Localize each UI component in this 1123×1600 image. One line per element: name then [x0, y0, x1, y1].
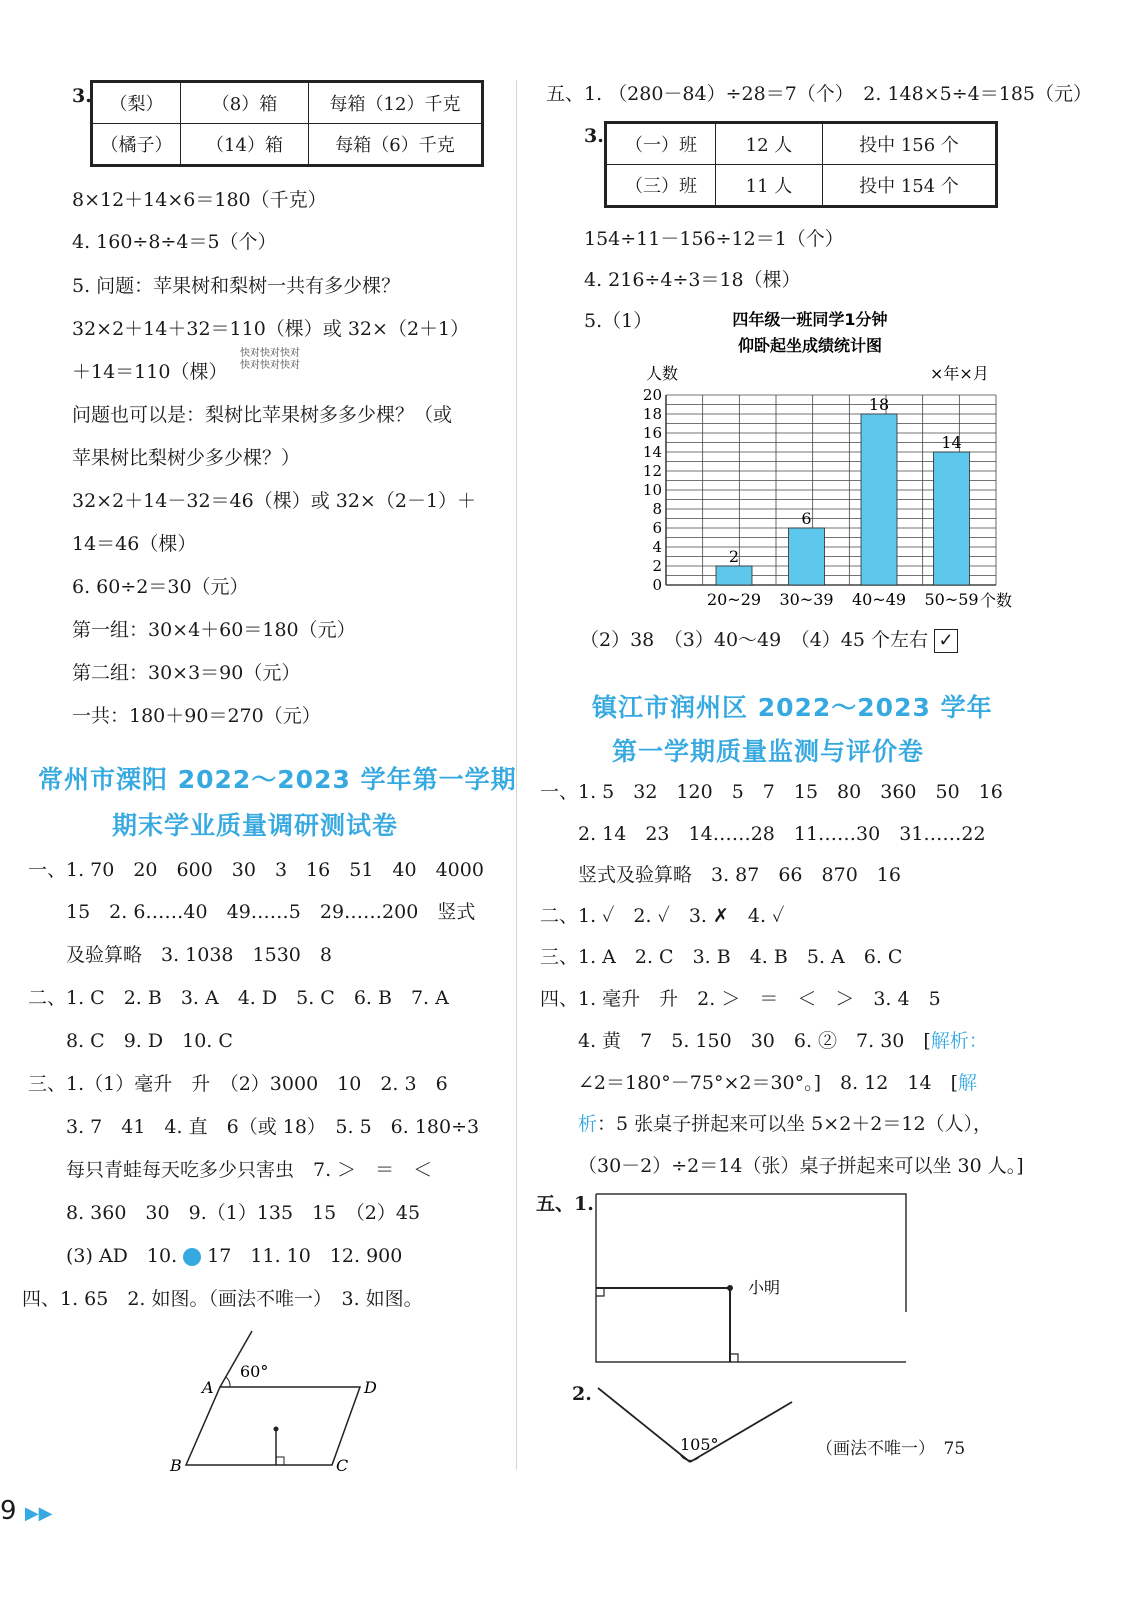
bar: [789, 528, 825, 585]
answer-line: 5.（1）: [584, 310, 653, 332]
y-tick-label: 0: [652, 576, 662, 594]
table-cell: 每箱（6）千克: [309, 124, 483, 166]
answer-line: [66, 1244, 402, 1268]
answer-line: [578, 1029, 988, 1053]
answer-line: 竖式及验算略 3. 87 66 870 16: [578, 864, 901, 886]
table-cell: （14）箱: [181, 124, 309, 166]
check-icon: ✓: [934, 629, 958, 653]
arrow-icon: ▶▶: [24, 1503, 53, 1524]
y-tick-label: 4: [652, 538, 662, 556]
y-tick-label: 14: [642, 443, 662, 461]
y-tick-label: 12: [642, 462, 662, 480]
parallelogram-figure: [160, 1325, 380, 1475]
y-tick-label: 10: [642, 481, 662, 499]
answer-line: 5. 问题：苹果树和梨树一共有多少棵？: [72, 275, 401, 297]
table-cell: 12 人: [716, 123, 823, 165]
angle-figure: [590, 1380, 810, 1475]
answer-line: 2. 14 23 14……28 11……30 31……22: [578, 823, 986, 845]
page-number: 9: [0, 1496, 17, 1526]
height-point: [274, 1427, 279, 1432]
bar: [861, 414, 897, 585]
bar-value-label: 14: [941, 433, 962, 452]
bar-value-label: 6: [801, 509, 812, 528]
rectangle-figure: [590, 1190, 920, 1370]
answer-line: 8×12＋14×6＝180（千克）: [72, 189, 327, 211]
vertex-label: B: [170, 1456, 182, 1475]
section-heading: 第一学期质量监测与评价卷: [612, 737, 925, 766]
bar-chart: [630, 305, 1030, 625]
angle-label: 105°: [680, 1435, 719, 1454]
answer-line: 每只青蛙每天吃多少只害虫 7. ＞ ＝ ＜: [66, 1159, 433, 1181]
answer-text: ：5 张桌子拼起来可以坐 5×2＋2＝12（人），: [597, 1113, 993, 1135]
answer-line: 一、1. 5 32 120 5 7 15 80 360 50 16: [540, 781, 1003, 803]
answer-line: 四、1. 毫升 升 2. ＞ ＝ ＜ ＞ 3. 4 5: [540, 988, 941, 1010]
chart-ylabel: 人数: [646, 364, 679, 383]
table-cell: （三）班: [606, 165, 716, 207]
answer-line: 154÷11－156÷12＝1（个）: [584, 228, 844, 250]
y-tick-label: 20: [642, 386, 662, 404]
answer-line: 32×2＋14－32＝46（棵）或 32×（2－1）＋: [72, 490, 477, 512]
section-heading: 镇江市润州区 2022～2023 学年: [592, 693, 993, 722]
table-row: [606, 165, 997, 207]
answer-text: (3) AD 10.: [66, 1245, 178, 1267]
section-heading: 常州市溧阳 2022～2023 学年第一学期: [38, 765, 517, 794]
y-tick-label: 18: [642, 405, 662, 423]
answer-line: （30－2）÷2＝14（张）桌子拼起来可以坐 30 人。]: [578, 1155, 1024, 1177]
answer-text: （2）38 （3）40～49 （4）45 个左右: [580, 629, 929, 651]
page-number-footer: [0, 1496, 53, 1526]
answer-line: [578, 1071, 977, 1095]
table-cell: 11 人: [716, 165, 823, 207]
x-tick-label: 20~29: [706, 590, 762, 609]
analysis-label: 解析：: [930, 1030, 988, 1052]
answer-line: [578, 1112, 992, 1136]
answer-text: 17 11. 10 12. 900: [207, 1245, 403, 1267]
answer-line: 二、1. ✓ 2. ✓ 3. ✗ 4. ✓: [540, 905, 785, 927]
left-q3-table: [90, 80, 484, 167]
table-row: [92, 124, 483, 166]
table-row: [92, 82, 483, 124]
right-angle-mark: [596, 1288, 604, 1296]
answer-line: 苹果树比梨树少多少棵？）: [72, 447, 301, 469]
left-q3-label: 3.: [72, 85, 92, 107]
table-cell: （橘子）: [92, 124, 181, 166]
y-tick-label: 16: [642, 424, 662, 442]
answer-line: 一、1. 70 20 600 30 3 16 51 40 4000: [28, 859, 484, 881]
answer-line: 二、1. C 2. B 3. A 4. D 5. C 6. B 7. A: [28, 987, 449, 1009]
y-tick-label: 8: [652, 500, 662, 518]
table-cell: （梨）: [92, 82, 181, 124]
answer-line: 第二组：30×3＝90（元）: [72, 662, 301, 684]
vertex-label: A: [202, 1378, 214, 1397]
answer-line: 一共：180＋90＝270（元）: [72, 705, 321, 727]
answer-line: 15 2. 6……40 49……5 29……200 竖式: [66, 901, 476, 923]
table-cell: 每箱（12）千克: [309, 82, 483, 124]
chart-date-label: ×年×月: [930, 364, 989, 383]
table-cell: （8）箱: [181, 82, 309, 124]
y-tick-label: 6: [652, 519, 662, 537]
answer-line: 4. 160÷8÷4＝5（个）: [72, 231, 277, 253]
question-label: 2.: [572, 1383, 592, 1405]
analysis-label: 解: [957, 1072, 977, 1094]
chart-subtitle: 仰卧起坐成绩统计图: [737, 336, 883, 355]
x-tick-label: 40~49: [851, 590, 907, 609]
answer-line: 第一组：30×4＋60＝180（元）: [72, 619, 356, 641]
answer-line: 8. 360 30 9.（1）135 15 （2）45: [66, 1202, 421, 1224]
bar-value-label: 18: [868, 395, 890, 414]
bar: [716, 566, 752, 585]
x-tick-label: 30~39: [779, 590, 834, 609]
answer-line: [580, 628, 958, 653]
table-cell: 投中 156 个: [823, 123, 997, 165]
right-angle-mark: [730, 1354, 738, 1362]
answer-text: 4. 黄 7 5. 150 30 6. ② 7. 30 [: [578, 1030, 931, 1052]
right-q3-label: 3.: [584, 125, 604, 147]
bar-value-label: 2: [728, 547, 740, 566]
table-cell: （一）班: [606, 123, 716, 165]
answer-text: ∠2＝180°－75°×2＝30°。] 8. 12 14 [: [578, 1072, 958, 1094]
answer-line: 32×2＋14＋32＝110（棵）或 32×（2＋1）: [72, 318, 470, 340]
vertex-label: C: [336, 1456, 349, 1475]
answer-line: 8. C 9. D 10. C: [66, 1030, 233, 1052]
right-q3-table: [604, 121, 998, 208]
watermark-stamp: 快对快对快对 快对快对快对: [240, 348, 300, 371]
table-row: [606, 123, 997, 165]
answer-line: 五、1. （280－84）÷28＝7（个） 2. 148×5÷4＝185（元）: [546, 83, 1093, 105]
answer-line: 4. 216÷4÷3＝18（棵）: [584, 269, 801, 291]
chart-bars: [707, 395, 979, 609]
bar: [934, 452, 970, 585]
vertex-label: D: [364, 1378, 377, 1397]
y-tick-label: 2: [652, 557, 662, 575]
answer-line: ＋14＝110（棵）: [72, 361, 228, 383]
section-heading: 期末学业质量调研测试卷: [112, 811, 399, 840]
x-tick-label: 50~59: [924, 590, 979, 609]
answer-line: 及验算略 3. 1038 1530 8: [66, 944, 332, 966]
chart-xlabel: 个数: [980, 591, 1013, 610]
answer-line: 四、1. 65 2. 如图。（画法不唯一） 3. 如图。: [22, 1288, 423, 1310]
answer-line: 问题也可以是：梨树比苹果树多多少棵？（或: [72, 404, 453, 426]
xiaoming-point: [727, 1285, 733, 1291]
angle-arc: [226, 1377, 230, 1387]
angle-label: 60°: [240, 1362, 269, 1381]
chart-title: 四年级一班同学1分钟: [732, 310, 888, 329]
angle-ray: [598, 1388, 690, 1462]
answer-line: 14＝46（棵）: [72, 533, 197, 555]
answer-line: 3. 7 41 4. 直 6（或 18） 5. 5 6. 180÷3: [66, 1116, 480, 1138]
table-cell: 投中 154 个: [823, 165, 997, 207]
footer-note: （画法不唯一） 75: [816, 1439, 966, 1459]
answer-line: 三、1.（1）毫升 升 （2）3000 10 2. 3 6: [28, 1073, 448, 1095]
answer-line: 6. 60÷2＝30（元）: [72, 576, 249, 598]
answer-line: 三、1. A 2. C 3. B 4. B 5. A 6. C: [540, 946, 903, 968]
analysis-label: 析: [578, 1113, 598, 1135]
question-label: 五、1.: [536, 1193, 594, 1215]
xiaoming-label: 小明: [748, 1278, 781, 1297]
right-angle-mark: [276, 1457, 284, 1465]
parallelogram-shape: [186, 1387, 360, 1465]
blue-dot-icon: [183, 1248, 201, 1266]
